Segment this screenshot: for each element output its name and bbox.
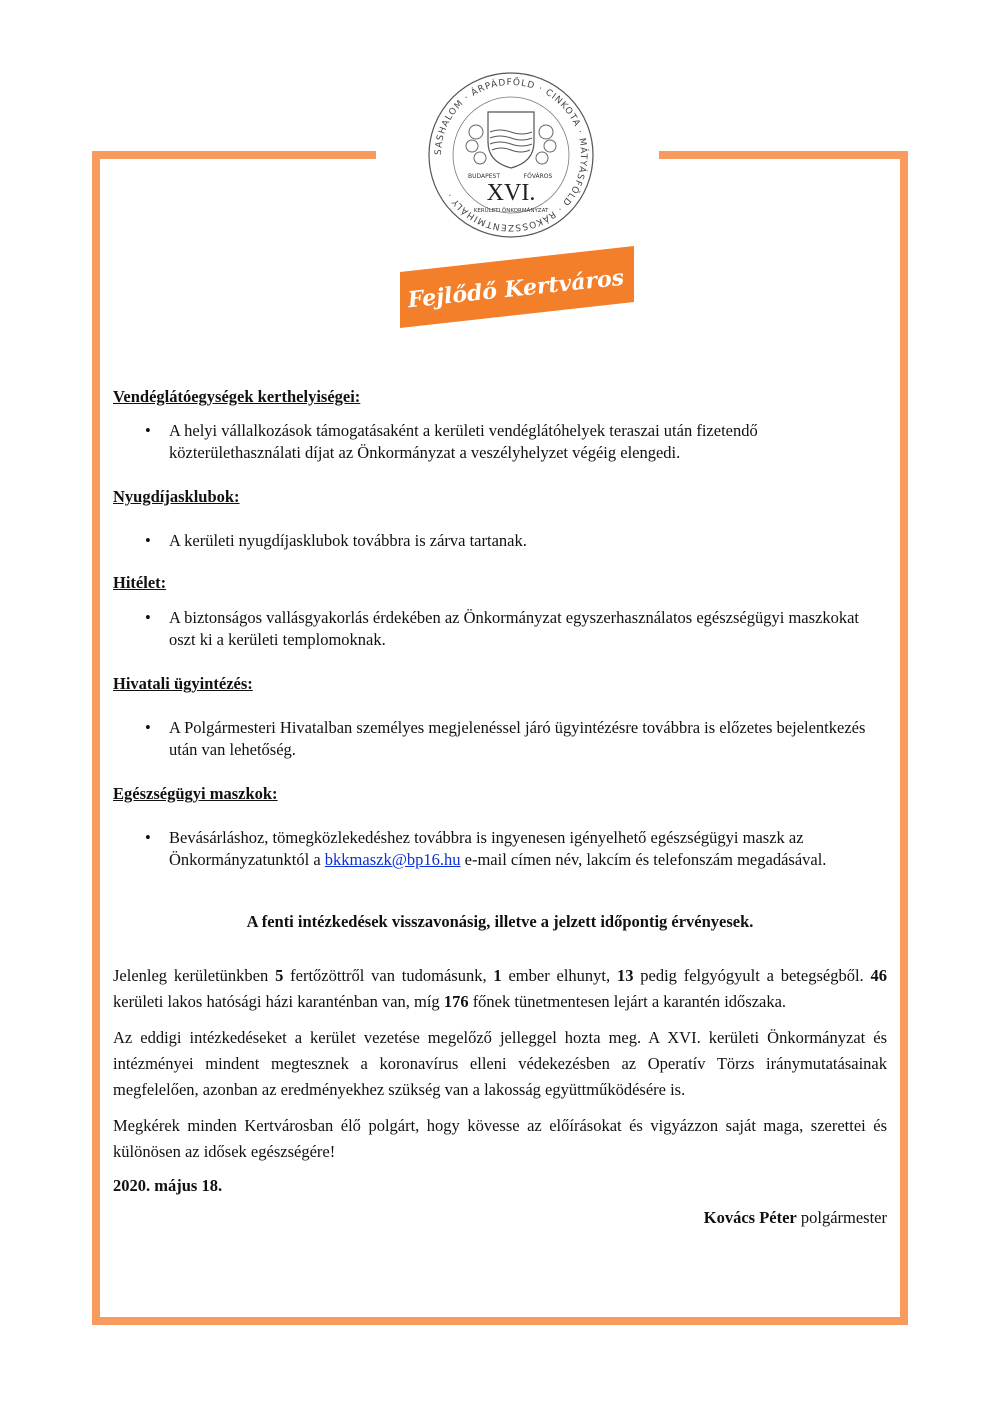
bullet-list-religion (113, 607, 887, 651)
mask-text-after: e-mail címen név, lakcím és telefonszám megadásával. (460, 850, 827, 869)
announcement-content (113, 386, 887, 1229)
signatory-title: polgármester (796, 1208, 887, 1227)
list-item: • A kerületi nyugdíjasklubok továbbra is zárva tartanak. (113, 530, 887, 552)
recovered-count: 13 (616, 966, 634, 985)
seal-left-label: BUDAPEST (467, 173, 501, 180)
deceased-count: 1 (493, 966, 502, 985)
measures-paragraph: Az eddigi intézkedéseket a kerület vezetése megelőző jelleggel hozta meg. A XVI. kerületi Önkormányzat és intézményei mindent megtesznek a koronavírus elleni védekezésben az Operatív Törzs iránymutatásainak megfelelően, azonban az eredményekhez szükség van a lakosság együttműködésére is. (113, 1028, 887, 1099)
seal-bottom-text: KERÜLETI ÖNKORMÁNYZAT (473, 208, 549, 214)
email-link[interactable]: bkkmaszk@bp16.hu (324, 850, 461, 869)
released-count: 176 (443, 992, 469, 1011)
seal-right-label: FŐVÁROS (523, 173, 553, 180)
bullet-list-admin (113, 717, 887, 761)
stats-paragraph: Jelenleg kerületünkben 5 fertőzöttről van tudomásunk, 1 ember elhunyt, 13 pedig felgyógyult a betegségből. 46 kerületi lakos hatósági házi karanténban van, míg 176 főnek tünetmentesen lejárt a karantén időszaka. (113, 966, 887, 1011)
list-item: • A biztonságos vallásgyakorlás érdekében az Önkormányzat egyszerhasználatos egészségügyi maszkokat oszt ki a kerületi templomoknak. (113, 607, 887, 651)
infected-count: 5 (275, 966, 284, 985)
mask-text-before: Bevásárláshoz, tömegközlekedéshez továbbra is ingyenesen igényelhető egészségügyi maszk az Önkormányzatunktól a (169, 828, 804, 869)
document-date: 2020. május 18. (113, 1176, 223, 1195)
banner-text: Fejlődő Kertváros (406, 264, 626, 314)
bullet-list-masks (113, 827, 887, 871)
list-item (113, 827, 887, 871)
closing-statement: A fenti intézkedések visszavonásig, illetve a jelzett időpontig érvényesek. (246, 912, 754, 931)
seal-ring-text: SASHALOM · ÁRPÁDFÖLD · CINKOTA · MÁTYÁSFÖLD · RÁKOSSZENTMIHÁLY · (433, 77, 589, 233)
frame-left (92, 151, 100, 1325)
list-item: • A Polgármesteri Hivatalban személyes megjelenéssel járó ügyintézésre továbbra is előzetes bejelentkezés után van lehetőség. (113, 717, 887, 761)
frame-bottom (92, 1317, 908, 1325)
appeal-paragraph: Megkérek minden Kertvárosban élő polgárt, hogy kövesse az előírásokat és vigyázzon saját maga, szerettei és különösen az idősek egészségére! (113, 1116, 887, 1161)
section-heading-masks: Egészségügyi maszkok: (113, 784, 278, 803)
section-heading-terraces: Vendéglátóegységek kerthelyiségei: (113, 387, 361, 406)
quarantined-count: 46 (870, 966, 887, 985)
signatory-name: Kovács Péter (703, 1208, 797, 1227)
section-heading-pensioner-clubs: Nyugdíjasklubok: (113, 487, 240, 506)
district-seal-logo (426, 70, 596, 240)
fejlodo-kertvaros-banner (398, 244, 638, 330)
bullet-list-pensioner-clubs (113, 530, 887, 552)
seal-numeral: XVI. (486, 180, 536, 206)
frame-top-right (659, 151, 908, 159)
signature (113, 1207, 887, 1229)
frame-top-left (92, 151, 376, 159)
bullet-list-terraces (113, 420, 887, 464)
list-item: • A helyi vállalkozások támogatásaként a kerületi vendéglátóhelyek teraszai után fizetendő közterülethasználati díjat az Önkormányzat a veszélyhelyzet végéig elengedi. (113, 420, 887, 464)
section-heading-admin: Hivatali ügyintézés: (113, 674, 253, 693)
section-heading-religion: Hitélet: (113, 573, 167, 592)
frame-right (900, 151, 908, 1325)
